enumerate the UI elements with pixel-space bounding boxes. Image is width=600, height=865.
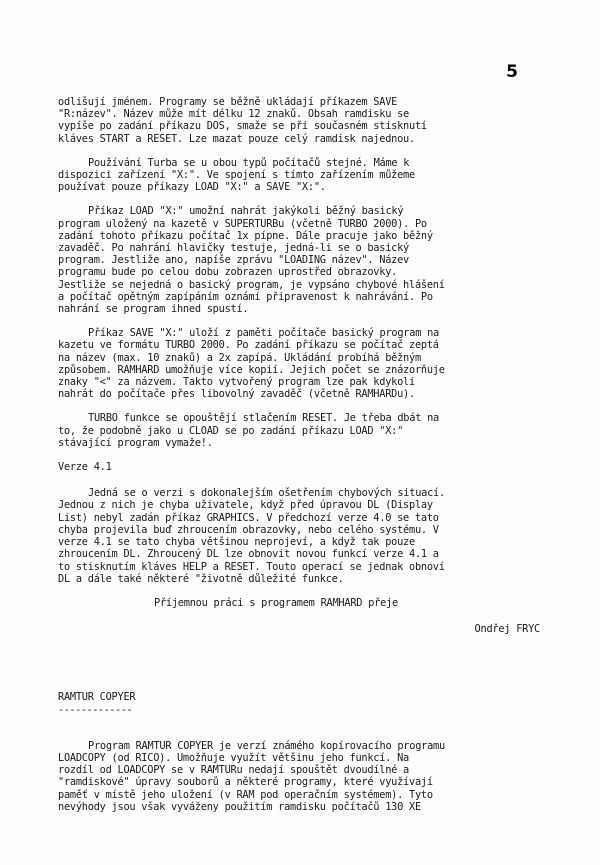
text-line: a počítač opětným zapípáním oznámí připravenost k nahrávání. Po xyxy=(58,290,433,303)
text-line: LOADCOPY (od RICO). Umožňuje využít většinu jeho funkcí. Na xyxy=(58,751,410,764)
text-line: rozdíl od LOADCOPY se v RAMTURu nedají spouštět dvoudílné a xyxy=(58,764,410,777)
text-line: Příkaz SAVE "X:" uloží z paměti počítače basický program na xyxy=(88,327,440,340)
text-line: to stisknutím kláves HELP a RESET. Touto operací se jednak obnoví xyxy=(58,560,445,573)
text-line: nahrát do počítače přes libovolný zavaděč (včetně RAMHARDu). xyxy=(58,388,415,401)
text-line: chyba projevila buď zhroucením obrazovky, nebo celého systému. V xyxy=(58,523,439,536)
text-line: používat pouze příkazy LOAD "X:" a SAVE "X:". xyxy=(58,181,326,194)
paragraph-ramtur-copyer xyxy=(58,740,544,813)
text-line: "R:název". Název může mít délku 12 znaků. Obsah ramdisku se xyxy=(58,108,410,121)
text-line: zhroucením DL. Zhroucený DL lze obnovit novou funkcí verze 4.1 a xyxy=(58,548,439,561)
text-line: zadání tohoto příkazu počítač 1x pípne. Dále pracuje jako běžný xyxy=(58,229,433,242)
paragraph-turbo-usage xyxy=(58,157,544,194)
text-line: Příkaz LOAD "X:" umožní nahrát jakýkoli běžný basický xyxy=(88,205,404,218)
page-number: 5 xyxy=(506,62,518,82)
text-line: Program RAMTUR COPYER je verzí známého kopírovacího programu xyxy=(88,739,445,752)
text-line: paměť v místě jeho uložení (v RAM pod operačním systémem). Tyto xyxy=(58,788,433,801)
text-line: vypíše po zadání příkazu DOS, smaže se při současném stisknutí xyxy=(58,120,427,133)
paragraph-turbo-exit xyxy=(58,412,544,449)
section-underline: ------------- xyxy=(58,703,133,716)
author-signature: Ondřej FRYC xyxy=(474,623,540,636)
text-line: znaky "<" za názvem. Takto vytvořený program lze pak kdykoli xyxy=(58,376,415,389)
text-line: dispozici zařízení "X:". Ve spojení s tímto zařízením můžeme xyxy=(58,169,415,182)
text-line: Jednou z nich je chyba uživatele, když před úpravou DL (Display xyxy=(58,499,433,512)
text-line: to, že podobně jako u CLOAD se po zadání příkazu LOAD "X:" xyxy=(58,424,404,437)
text-line: verze 4.1 se tato chyba většinou neprojeví, a když tak pouze xyxy=(58,536,415,549)
paragraph-save-command xyxy=(58,327,544,400)
section-title: RAMTUR COPYER xyxy=(58,691,136,704)
text-line: TURBO funkce se opouštějí stlačením RESET. Je třeba dbát na xyxy=(88,412,440,425)
text-line: způsobem. RAMHARD umožňuje více kopií. Jejich počet se znázorňuje xyxy=(58,363,445,376)
text-line: program. Jestliže ano, napíše zprávu "LOADING název". Název xyxy=(58,254,410,267)
text-line: stávající program vymaže!. xyxy=(58,436,213,449)
text-line: Používání Turba se u obou typů počítačů stejné. Máme k xyxy=(88,156,410,169)
paragraph-load-command xyxy=(58,205,544,315)
text-line: zavaděč. Po nahrání hlavičky testuje, jedná-li se o basický xyxy=(58,242,410,255)
text-line: nahrání se program ihned spustí. xyxy=(58,303,249,316)
text-line: kazetu ve formátu TURBO 2000. Po zadání příkazu se počítač zeptá xyxy=(58,339,439,352)
text-line: "ramdiskové" úpravy souborů a některé programy, které využívají xyxy=(58,776,433,789)
document-body xyxy=(58,96,544,825)
text-line: na název (max. 10 znaků) a 2x zapípá. Ukládání probíhá běžným xyxy=(58,351,421,364)
text-line: odlišují jménem. Programy se běžně ukládají příkazem SAVE xyxy=(58,96,398,108)
text-line: programu bude po celou dobu zobrazen uprostřed obrazovky. xyxy=(58,266,398,279)
text-line: program uložený na kazetě v SUPERTURBu (včetně TURBO 2000). Po xyxy=(58,217,427,230)
text-line: Jedná se o verzi s dokonalejším ošetřením chybových situací. xyxy=(88,487,445,500)
closing-line: Příjemnou práci s programem RAMHARD přeje xyxy=(154,596,398,609)
version-heading: Verze 4.1 xyxy=(58,461,112,474)
text-line: Jestliže se nejedná o basický program, je vypsáno chybové hlášení xyxy=(58,278,445,291)
text-line: nevýhody jsou však vyváženy použitím ramdisku počítačů 130 XE xyxy=(58,800,421,813)
text-line: DL a dále také některé "životně důležité funkce. xyxy=(58,572,344,585)
paragraph-version-4-1 xyxy=(58,487,544,585)
text-line: List) nebyl zadán příkaz GRAPHICS. V předchozí verze 4.0 se tato xyxy=(58,511,439,524)
text-line: kláves START a RESET. Lze mazat pouze celý ramdisk najednou. xyxy=(58,132,415,145)
paragraph-ramdisk-intro xyxy=(58,96,544,145)
